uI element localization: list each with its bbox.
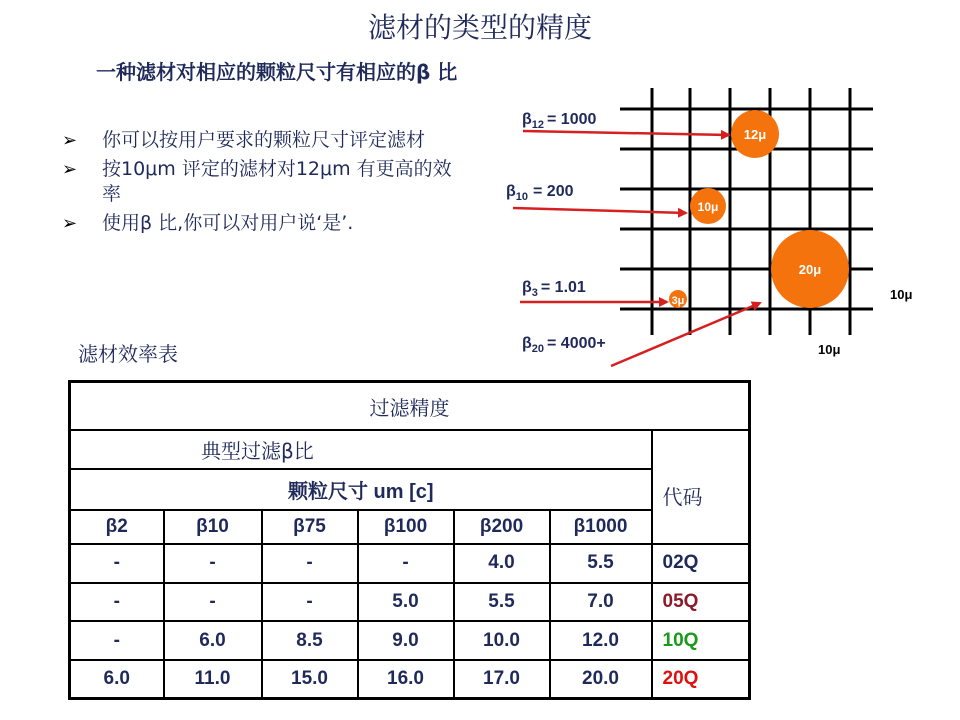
beta10-label: $\beta_{10} = 200$ <box>506 183 574 203</box>
arrows <box>513 131 760 366</box>
particle-10-label: 10μ <box>697 200 719 214</box>
particle-20-label: 20μ <box>798 262 822 277</box>
table-cell: 10.0 <box>454 621 550 660</box>
size-header: 颗粒尺寸 um [c] <box>70 469 652 510</box>
table-cell: - <box>164 583 262 622</box>
table-row <box>70 583 750 622</box>
size-row <box>70 469 750 510</box>
filter-code-cell: 02Q <box>652 544 750 583</box>
table-title-cell: 过滤精度 <box>70 382 750 431</box>
beta-labels <box>506 111 606 355</box>
arrow-b10 <box>513 208 686 213</box>
beta3-label: $\beta_3 = 1.01$ <box>522 279 586 299</box>
table-cell: - <box>262 583 358 622</box>
table-row <box>70 660 750 699</box>
table-cell: 12.0 <box>550 621 652 660</box>
table-cell: - <box>262 544 358 583</box>
efficiency-table <box>68 380 751 700</box>
table-cell: 15.0 <box>262 660 358 699</box>
bullet-text: 使用β 比,你可以对用户说‘是’. <box>102 212 354 234</box>
column-header: β200 <box>454 510 550 545</box>
table-cell: 16.0 <box>358 660 454 699</box>
table-cell: 7.0 <box>550 583 652 622</box>
arrow-bullet-icon: ➢ <box>62 159 78 180</box>
table-cell: 5.0 <box>358 583 454 622</box>
mesh-height-dimension: 10μ <box>818 342 841 357</box>
code-header: 代码 <box>652 430 750 544</box>
subtitle: 一种滤材对相应的颗粒尺寸有相应的β 比 <box>96 60 458 84</box>
column-header: β100 <box>358 510 454 545</box>
table-cell: 9.0 <box>358 621 454 660</box>
arrow-b12 <box>523 131 729 135</box>
table-cell: - <box>164 544 262 583</box>
table-title-row <box>70 382 750 431</box>
table-cell: 8.5 <box>262 621 358 660</box>
arrow-bullet-icon: ➢ <box>62 130 78 151</box>
table-cell: 6.0 <box>70 660 164 699</box>
column-header: β1000 <box>550 510 652 545</box>
beta-ratio-header: 典型过滤β比 <box>70 430 652 469</box>
table-cell: 11.0 <box>164 660 262 699</box>
particle-12-label: 12μ <box>743 127 767 142</box>
table-cell: - <box>70 544 164 583</box>
table-row <box>70 544 750 583</box>
table-cell: - <box>70 621 164 660</box>
bullet-text: 按10μm 评定的滤材对12μm 有更高的效率 <box>102 158 452 205</box>
page-title: 滤材的类型的精度 <box>367 11 592 44</box>
column-header: β10 <box>164 510 262 545</box>
particles <box>669 110 849 308</box>
particle-3-label: 3μ <box>671 295 685 307</box>
table-cell: - <box>358 544 454 583</box>
column-header: β2 <box>70 510 164 545</box>
table-cell: 20.0 <box>550 660 652 699</box>
table-row <box>70 621 750 660</box>
arrow-b20 <box>611 303 760 366</box>
filter-code-cell: 05Q <box>652 583 750 622</box>
beta-ratio-row <box>70 430 750 469</box>
beta20-label: $\beta_{20} = 4000+$ <box>522 335 606 355</box>
table-cell: 5.5 <box>550 544 652 583</box>
mesh-width-dimension: 10μ <box>890 287 913 302</box>
beta12-label: $\beta_{12} = 1000$ <box>522 111 597 131</box>
table-cell: - <box>70 583 164 622</box>
table-cell: 17.0 <box>454 660 550 699</box>
table-cell: 4.0 <box>454 544 550 583</box>
column-header-row <box>70 510 750 545</box>
table-cell: 6.0 <box>164 621 262 660</box>
column-header: β75 <box>262 510 358 545</box>
filter-code-cell: 20Q <box>652 660 750 699</box>
table-caption: 滤材效率表 <box>78 342 178 366</box>
bullet-text: 你可以按用户要求的颗粒尺寸评定滤材 <box>102 129 426 151</box>
arrow-bullet-icon: ➢ <box>62 213 78 234</box>
filter-code-cell: 10Q <box>652 621 750 660</box>
table-cell: 5.5 <box>454 583 550 622</box>
